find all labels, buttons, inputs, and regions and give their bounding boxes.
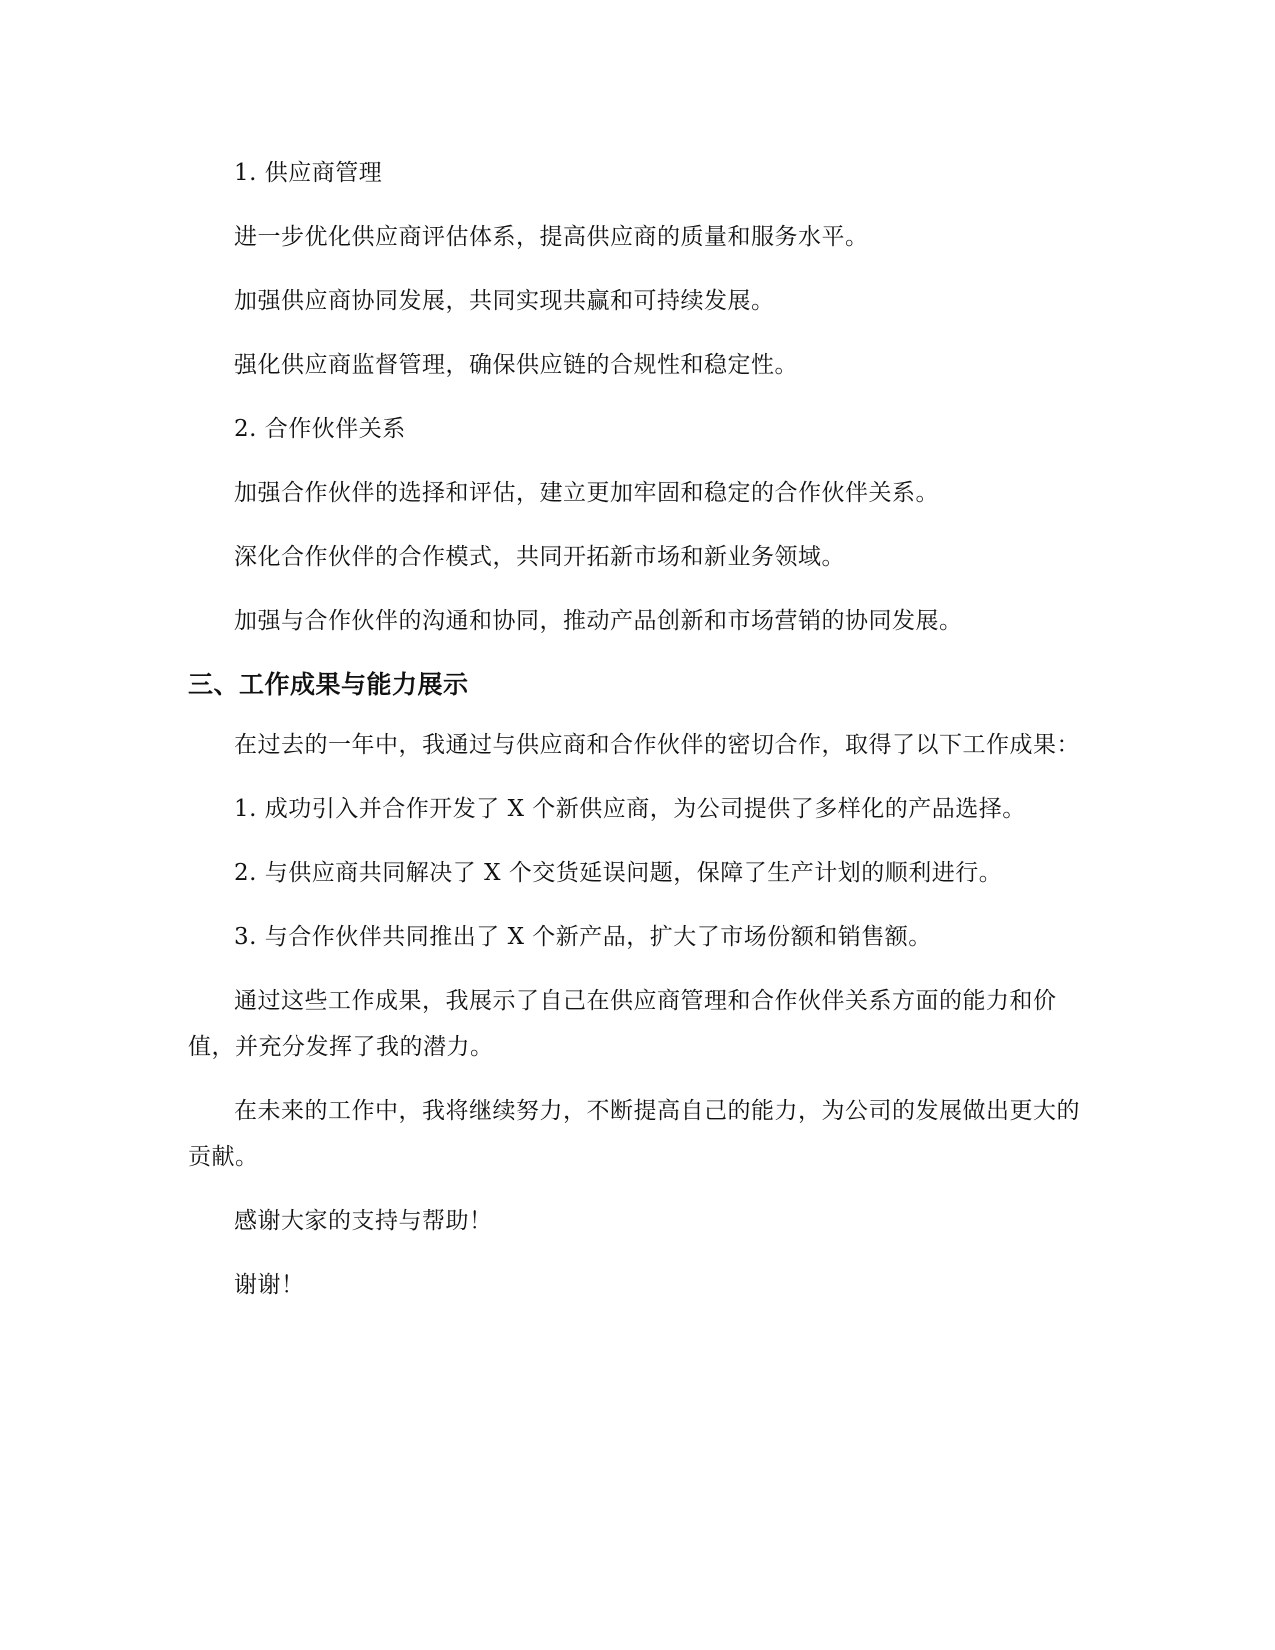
- paragraph: 在未来的工作中，我将继续努力，不断提高自己的能力，为公司的发展做出更大的贡献。: [188, 1098, 1080, 1170]
- document-body: [188, 150, 1088, 1326]
- paragraph: 通过这些工作成果，我展示了自己在供应商管理和合作伙伴关系方面的能力和价值，并充分发挥了我的潜力。: [188, 988, 1057, 1060]
- achievement-item: 1. 成功引入并合作开发了 X 个新供应商，为公司提供了多样化的产品选择。: [234, 796, 1026, 822]
- paragraph: 加强与合作伙伴的沟通和协同，推动产品创新和市场营销的协同发展。: [234, 608, 963, 634]
- subheading-supplier-management: 1. 供应商管理: [234, 160, 383, 186]
- achievement-item: 2. 与供应商共同解决了 X 个交货延误问题，保障了生产计划的顺利进行。: [234, 860, 1003, 886]
- paragraph: 在过去的一年中，我通过与供应商和合作伙伴的密切合作，取得了以下工作成果：: [234, 732, 1080, 758]
- paragraph: 加强合作伙伴的选择和评估，建立更加牢固和稳定的合作伙伴关系。: [234, 480, 939, 506]
- paragraph: 进一步优化供应商评估体系，提高供应商的质量和服务水平。: [234, 224, 869, 250]
- subheading-partner-relations: 2. 合作伙伴关系: [234, 416, 406, 442]
- paragraph: 加强供应商协同发展，共同实现共赢和可持续发展。: [234, 288, 775, 314]
- section-heading: 三、工作成果与能力展示: [188, 670, 469, 699]
- paragraph: 深化合作伙伴的合作模式，共同开拓新市场和新业务领域。: [234, 544, 845, 570]
- closing-thanks: 感谢大家的支持与帮助！: [234, 1208, 493, 1234]
- achievement-item: 3. 与合作伙伴共同推出了 X 个新产品，扩大了市场份额和销售额。: [234, 924, 932, 950]
- paragraph: 强化供应商监督管理，确保供应链的合规性和稳定性。: [234, 352, 798, 378]
- closing-final: 谢谢！: [234, 1272, 305, 1298]
